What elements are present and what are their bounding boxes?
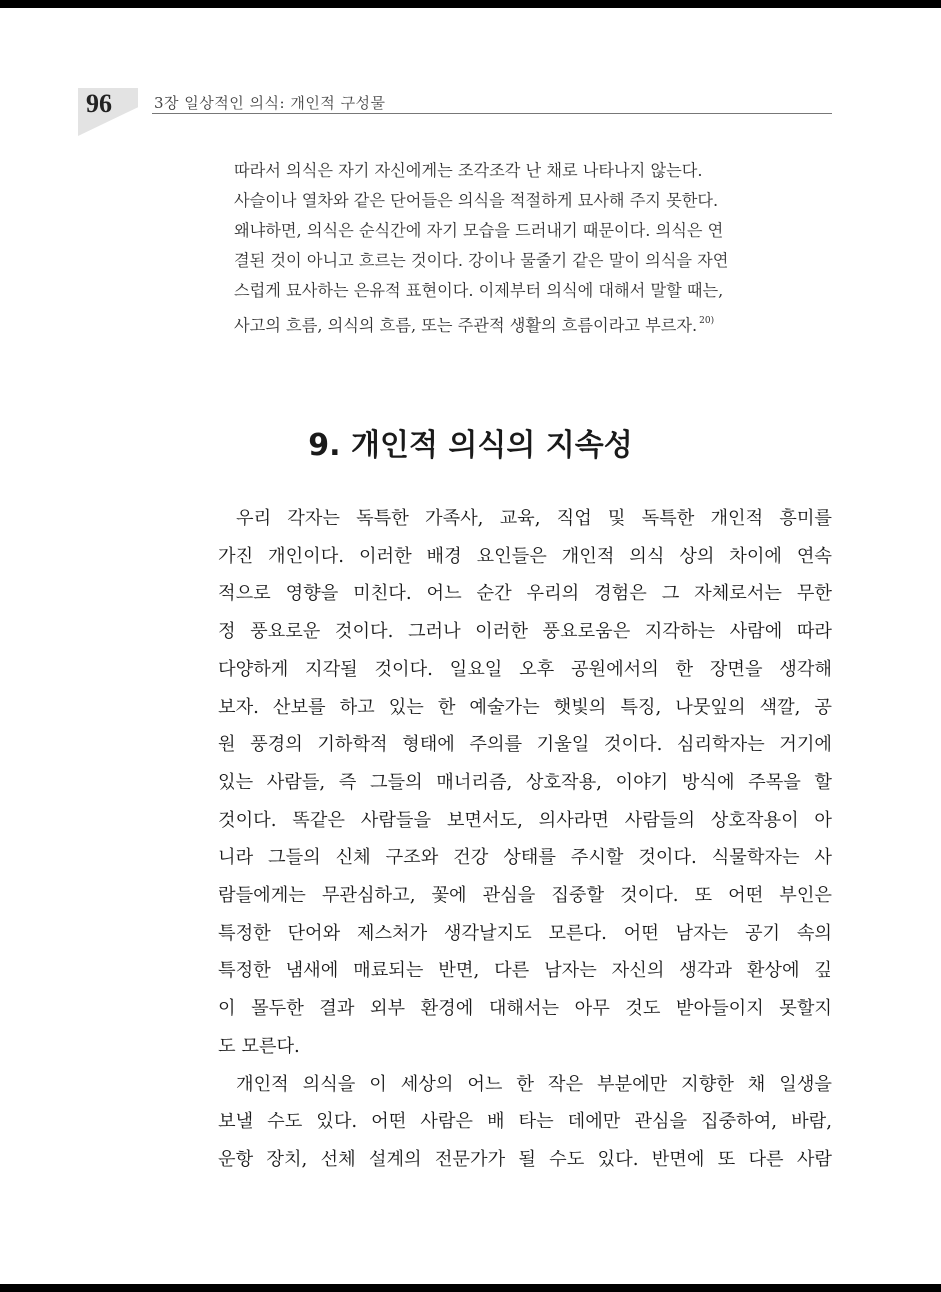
- quote-line-text: 사고의 흐름, 의식의 흐름, 또는 주관적 생활의 흐름이라고 부르자.: [234, 316, 698, 335]
- page-number: 96: [86, 89, 112, 118]
- block-quote: [234, 156, 812, 341]
- quote-line: 따라서 의식은 자기 자신에게는 조각조각 난 채로 나타나지 않는다.: [234, 161, 703, 180]
- paragraph-line: 특정한 단어와 제스처가 생각날지도 모른다. 어떤 남자는 공기 속의: [218, 922, 832, 944]
- paragraph-line: 특정한 냄새에 매료되는 반면, 다른 남자는 자신의 생각과 환상에 깊: [218, 960, 832, 982]
- paragraph-line: 정 풍요로운 것이다. 그러나 이러한 풍요로움은 지각하는 사람에 따라: [218, 621, 832, 643]
- paragraph-line: 적으로 영향을 미친다. 어느 순간 우리의 경험은 그 자체로서는 무한: [218, 583, 832, 605]
- section-title: 9. 개인적 의식의 지속성: [308, 428, 633, 463]
- paragraph-line: 보낼 수도 있다. 어떤 사람은 배 타는 데에만 관심을 집중하여, 바람,: [218, 1111, 832, 1133]
- quote-line: 왜냐하면, 의식은 순식간에 자기 모습을 드러내기 때문이다. 의식은 연: [234, 221, 724, 240]
- paragraph-line: 도 모른다.: [218, 1035, 300, 1057]
- quote-line: 결된 것이 아니고 흐르는 것이다. 강이나 물줄기 같은 말이 의식을 자연: [234, 251, 729, 270]
- paragraph-line: 운항 장치, 선체 설계의 전문가가 될 수도 있다. 반면에 또 다른 사람: [218, 1148, 832, 1170]
- body-text: [218, 500, 832, 1179]
- paragraph-line: 원 풍경의 기하학적 형태에 주의를 기울일 것이다. 심리학자는 거기에: [218, 734, 832, 756]
- paragraph-line: 보자. 산보를 하고 있는 한 예술가는 햇빛의 특징, 나뭇잎의 색깔, 공: [218, 696, 832, 718]
- paragraph-line: 니라 그들의 신체 구조와 건강 상태를 주시할 것이다. 식물학자는 사: [218, 847, 832, 869]
- page-top-border: [0, 0, 941, 8]
- paragraph-line: 우리 각자는 독특한 가족사, 교육, 직업 및 독특한 개인적 흥미를: [236, 508, 832, 529]
- header-rule: [152, 113, 832, 114]
- page-bottom-border: [0, 1284, 941, 1292]
- paragraph-line: 이 몰두한 결과 외부 환경에 대해서는 아무 것도 받아들이지 못할지: [218, 998, 832, 1020]
- quote-line: 스럽게 묘사하는 은유적 표현이다. 이제부터 의식에 대해서 말할 때는,: [234, 281, 724, 300]
- quote-line: 사슬이나 열차와 같은 단어들은 의식을 적절하게 묘사해 주지 못한다.: [234, 191, 719, 210]
- paragraph-line: 것이다. 똑같은 사람들을 보면서도, 의사라면 사람들의 상호작용이 아: [218, 809, 832, 831]
- quote-line-last: [234, 306, 812, 341]
- running-head: 3장 일상적인 의식: 개인적 구성물: [154, 94, 386, 112]
- footnote-marker: 20): [699, 316, 715, 326]
- paragraph-line: 람들에게는 무관심하고, 꽃에 관심을 집중할 것이다. 또 어떤 부인은: [218, 885, 832, 907]
- paragraph-line: 있는 사람들, 즉 그들의 매너리즘, 상호작용, 이야기 방식에 주목을 할: [218, 771, 832, 793]
- paragraph-line: 가진 개인이다. 이러한 배경 요인들은 개인적 의식 상의 차이에 연속: [218, 545, 832, 567]
- paragraph-line: 개인적 의식을 이 세상의 어느 한 작은 부분에만 지향한 채 일생을: [236, 1073, 832, 1095]
- paragraph-line: 다양하게 지각될 것이다. 일요일 오후 공원에서의 한 장면을 생각해: [218, 658, 832, 680]
